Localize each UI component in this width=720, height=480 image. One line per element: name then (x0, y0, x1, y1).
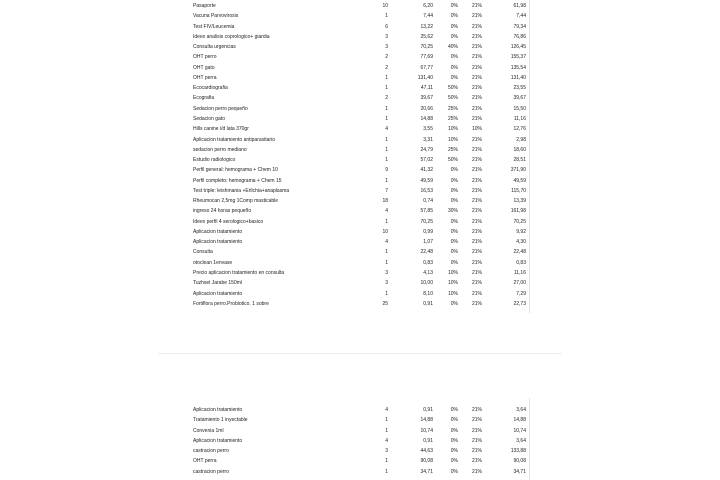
cell-total: 7,44 (516, 13, 526, 20)
cell-qty: 18 (382, 198, 388, 205)
cell-desc: Rheumocan 2,5mg 1Comp masticable (193, 198, 279, 205)
table-row (158, 42, 562, 52)
cell-desc: Tratamiento 1 inyectable (193, 417, 248, 424)
cell-price: 131,40 (417, 74, 433, 81)
cell-desc: Test FIV/Leucemia (193, 23, 235, 30)
cell-disc: 0% (450, 448, 458, 455)
cell-total: 161,98 (510, 208, 526, 215)
cell-total: 79,34 (513, 23, 526, 30)
cell-price: 10,00 (420, 280, 433, 287)
cell-price: 70,25 (420, 218, 433, 225)
cell-vat: 21% (471, 115, 482, 122)
cell-qty: 1 (385, 259, 388, 266)
cell-desc: ingreso 24 horas pequeño (193, 208, 252, 215)
cell-total: 126,45 (510, 44, 526, 51)
cell-vat: 21% (471, 249, 482, 256)
cell-disc: 0% (450, 427, 458, 434)
cell-vat: 21% (471, 157, 482, 164)
cell-qty: 1 (385, 249, 388, 256)
cell-desc: Aplicacion tratamiento antiparasitario (193, 136, 275, 143)
cell-qty: 1 (385, 74, 388, 81)
table-row (158, 22, 562, 32)
cell-desc: Consulta urgencias (193, 44, 236, 51)
cell-qty: 2 (385, 95, 388, 102)
cell-disc: 0% (450, 259, 458, 266)
cell-disc: 0% (450, 167, 458, 174)
cell-vat: 21% (471, 198, 482, 205)
cell-desc: OHT perra (193, 458, 217, 465)
cell-disc: 50% (447, 95, 458, 102)
cell-disc: 25% (447, 146, 458, 153)
cell-desc: Pasaporte (193, 3, 216, 9)
cell-total: 135,54 (510, 64, 526, 71)
cell-qty: 9 (385, 167, 388, 174)
cell-vat: 21% (471, 427, 482, 434)
cell-price: 25,62 (420, 33, 433, 40)
cell-total: 28,51 (513, 157, 526, 164)
cell-vat: 21% (471, 146, 482, 153)
cell-price: 0,91 (423, 407, 433, 413)
cell-disc: 25% (447, 115, 458, 122)
cell-desc: castracion perro (193, 468, 229, 475)
table-row (158, 52, 562, 62)
cell-total: 49,59 (513, 177, 526, 184)
cell-price: 22,48 (420, 249, 433, 256)
cell-vat: 21% (471, 300, 482, 307)
cell-price: 8,10 (423, 290, 433, 297)
cell-vat: 21% (471, 3, 482, 9)
cell-vat: 21% (471, 259, 482, 266)
cell-disc: 0% (450, 417, 458, 424)
cell-total: 3,64 (516, 407, 526, 413)
cell-desc: OHT gato (193, 64, 215, 71)
table-row (158, 217, 562, 227)
cell-desc: castracion perro (193, 448, 229, 455)
cell-total: 22,48 (513, 249, 526, 256)
cell-price: 16,53 (420, 187, 433, 194)
cell-total: 131,40 (510, 74, 526, 81)
cell-desc: Tuzhsel Jarabe 150ml (193, 280, 243, 287)
cell-vat: 21% (471, 270, 482, 277)
cell-price: 90,08 (420, 458, 433, 465)
cell-price: 1,07 (423, 239, 433, 246)
table-row (158, 196, 562, 206)
cell-price: 6,20 (423, 3, 433, 9)
cell-vat: 21% (471, 136, 482, 143)
table-row (158, 63, 562, 73)
cell-qty: 4 (385, 437, 388, 444)
cell-vat: 21% (471, 208, 482, 215)
cell-total: 18,60 (513, 146, 526, 153)
cell-qty: 6 (385, 23, 388, 30)
cell-desc: OHT perra (193, 74, 217, 81)
cell-price: 77,69 (420, 54, 433, 61)
cell-disc: 0% (450, 407, 458, 413)
cell-price: 0,99 (423, 228, 433, 235)
cell-desc: Convenia 1ml (193, 427, 224, 434)
cell-qty: 1 (385, 427, 388, 434)
cell-desc: Perfil completo: hemograma + Chem 15 (193, 177, 282, 184)
cell-price: 0,91 (423, 300, 433, 307)
table-row (158, 206, 562, 216)
cell-qty: 4 (385, 126, 388, 133)
cell-disc: 0% (450, 300, 458, 307)
cell-total: 22,73 (513, 300, 526, 307)
table-row (158, 11, 562, 21)
cell-qty: 1 (385, 13, 388, 20)
cell-disc: 0% (450, 13, 458, 20)
cell-total: 13,39 (513, 198, 526, 205)
cell-total: 27,00 (513, 280, 526, 287)
cell-qty: 10 (382, 228, 388, 235)
page-separator (158, 353, 562, 354)
cell-price: 14,88 (420, 417, 433, 424)
cell-total: 12,76 (513, 126, 526, 133)
cell-vat: 21% (471, 33, 482, 40)
table-row (158, 237, 562, 247)
cell-desc: Estudio radiologico (193, 157, 236, 164)
table-row (158, 456, 562, 466)
cell-qty: 3 (385, 270, 388, 277)
cell-vat: 21% (471, 105, 482, 112)
cell-qty: 3 (385, 280, 388, 287)
cell-qty: 1 (385, 105, 388, 112)
cell-total: 371,90 (510, 167, 526, 174)
cell-disc: 0% (450, 228, 458, 235)
cell-desc: sedacion perro mediano (193, 146, 247, 153)
cell-qty: 10 (382, 3, 388, 9)
cell-disc: 0% (450, 468, 458, 475)
cell-price: 0,83 (423, 259, 433, 266)
cell-vat: 21% (471, 437, 482, 444)
cell-qty: 2 (385, 54, 388, 61)
cell-qty: 3 (385, 44, 388, 51)
cell-price: 4,13 (423, 270, 433, 277)
cell-desc: Hills canine i/d lata 370gr (193, 126, 249, 133)
cell-price: 67,77 (420, 64, 433, 71)
table-row (158, 104, 562, 114)
table-row (158, 186, 562, 196)
cell-total: 39,67 (513, 95, 526, 102)
cell-price: 41,32 (420, 167, 433, 174)
cell-qty: 25 (382, 300, 388, 307)
cell-price: 10,74 (420, 427, 433, 434)
cell-qty: 1 (385, 218, 388, 225)
cell-total: 3,64 (516, 437, 526, 444)
cell-price: 57,02 (420, 157, 433, 164)
cell-desc: otoclean 1envase (193, 259, 233, 266)
cell-total: 0,83 (516, 259, 526, 266)
table-row (158, 176, 562, 186)
cell-disc: 0% (450, 249, 458, 256)
cell-qty: 4 (385, 407, 388, 413)
table-row (158, 467, 562, 477)
cell-desc: Test triple: leishmania +Erlichia+anaplasma (193, 187, 290, 194)
cell-price: 3,55 (423, 126, 433, 133)
cell-total: 34,71 (513, 468, 526, 475)
table-row (158, 93, 562, 103)
cell-price: 34,71 (420, 468, 433, 475)
table-row (158, 247, 562, 257)
table-row (158, 405, 562, 415)
table-row (158, 124, 562, 134)
cell-qty: 1 (385, 85, 388, 92)
cell-vat: 21% (471, 13, 482, 20)
cell-qty: 1 (385, 146, 388, 153)
cell-price: 49,59 (420, 177, 433, 184)
cell-price: 20,66 (420, 105, 433, 112)
cell-disc: 0% (450, 239, 458, 246)
cell-total: 70,25 (513, 218, 526, 225)
cell-total: 23,55 (513, 85, 526, 92)
cell-vat: 21% (471, 468, 482, 475)
cell-price: 3,31 (423, 136, 433, 143)
cell-qty: 1 (385, 177, 388, 184)
cell-total: 14,88 (513, 417, 526, 424)
cell-vat: 21% (471, 167, 482, 174)
cell-disc: 0% (450, 3, 458, 9)
cell-disc: 10% (447, 280, 458, 287)
cell-desc: Ecografia (193, 95, 215, 102)
table-row (158, 114, 562, 124)
cell-price: 0,74 (423, 198, 433, 205)
cell-vat: 21% (471, 44, 482, 51)
cell-desc: Aplicacion tratamiento (193, 228, 243, 235)
cell-disc: 0% (450, 23, 458, 30)
table-row (158, 227, 562, 237)
cell-total: 7,29 (516, 290, 526, 297)
cell-total: 10,74 (513, 427, 526, 434)
cell-disc: 10% (447, 290, 458, 297)
cell-disc: 0% (450, 74, 458, 81)
cell-price: 47,11 (420, 85, 433, 92)
cell-vat: 21% (471, 448, 482, 455)
cell-vat: 21% (471, 280, 482, 287)
cell-total: 155,37 (510, 54, 526, 61)
cell-disc: 0% (450, 198, 458, 205)
cell-disc: 10% (447, 126, 458, 133)
cell-vat: 10% (471, 126, 482, 133)
cell-desc: Aplicacion tratamiento (193, 239, 243, 246)
cell-vat: 21% (471, 458, 482, 465)
cell-vat: 21% (471, 23, 482, 30)
cell-total: 90,08 (513, 458, 526, 465)
cell-vat: 21% (471, 74, 482, 81)
cell-desc: Aplicacion tratamiento (193, 290, 243, 297)
table-row (158, 289, 562, 299)
cell-vat: 21% (471, 417, 482, 424)
cell-total: 2,98 (516, 136, 526, 143)
cell-disc: 0% (450, 437, 458, 444)
cell-disc: 0% (450, 177, 458, 184)
table-row (158, 258, 562, 268)
cell-price: 7,44 (423, 13, 433, 20)
cell-desc: Ideex perfil 4 serologico+basico (193, 218, 264, 225)
cell-vat: 21% (471, 187, 482, 194)
cell-desc: Ideex analisis coprologico+ giardia (193, 33, 270, 40)
cell-qty: 1 (385, 468, 388, 475)
cell-desc: Consulta (193, 249, 213, 256)
cell-desc: Precio aplicacion tratamiento en consulta (193, 270, 285, 277)
cell-total: 133,88 (510, 448, 526, 455)
cell-vat: 21% (471, 54, 482, 61)
cell-qty: 1 (385, 290, 388, 297)
cell-desc: Vacuna Parvovirosis (193, 13, 239, 20)
table-row (158, 155, 562, 165)
cell-desc: Sedacion gato (193, 115, 225, 122)
cell-total: 11,16 (513, 270, 526, 277)
table-row (158, 135, 562, 145)
invoice-page-2 (158, 398, 562, 480)
cell-price: 13,22 (420, 23, 433, 30)
table-row (158, 436, 562, 446)
cell-qty: 7 (385, 187, 388, 194)
table-row (158, 165, 562, 175)
cell-vat: 21% (471, 177, 482, 184)
cell-desc: OHT perro (193, 54, 217, 61)
cell-price: 24,79 (420, 146, 433, 153)
cell-price: 14,88 (420, 115, 433, 122)
cell-disc: 25% (447, 105, 458, 112)
table-row (158, 426, 562, 436)
cell-price: 0,91 (423, 437, 433, 444)
cell-disc: 50% (447, 157, 458, 164)
table-row (158, 299, 562, 309)
cell-price: 70,25 (420, 44, 433, 51)
cell-total: 115,70 (511, 187, 526, 194)
cell-disc: 0% (450, 187, 458, 194)
cell-vat: 21% (471, 218, 482, 225)
cell-desc: Perfil general: hemograma + Chem 10 (193, 167, 278, 174)
table-row (158, 278, 562, 288)
cell-total: 11,16 (513, 115, 526, 122)
table-row (158, 83, 562, 93)
cell-desc: Aplicacion tratamiento (193, 407, 243, 413)
cell-total: 9,92 (516, 228, 526, 235)
invoice-page-1 (158, 0, 562, 313)
cell-qty: 4 (385, 208, 388, 215)
cell-vat: 21% (471, 64, 482, 71)
cell-disc: 0% (450, 54, 458, 61)
cell-desc: Aplicacion tratamiento (193, 437, 243, 444)
cell-qty: 3 (385, 33, 388, 40)
table-row (158, 32, 562, 42)
cell-disc: 0% (450, 33, 458, 40)
cell-qty: 1 (385, 115, 388, 122)
cell-vat: 21% (471, 239, 482, 246)
cell-disc: 0% (450, 64, 458, 71)
cell-total: 15,50 (513, 105, 526, 112)
cell-qty: 4 (385, 239, 388, 246)
cell-desc: Sedacion perro pequeño (193, 105, 248, 112)
cell-disc: 40% (447, 44, 458, 51)
cell-qty: 2 (385, 64, 388, 71)
cell-desc: Ecocardiografia (193, 85, 228, 92)
cell-price: 39,67 (420, 95, 433, 102)
cell-vat: 21% (471, 228, 482, 235)
cell-qty: 1 (385, 417, 388, 424)
cell-total: 76,86 (513, 33, 526, 40)
cell-disc: 30% (447, 208, 458, 215)
cell-desc: Fortiflora perro.Probiotico. 1 sobre (193, 300, 269, 307)
table-row (158, 268, 562, 278)
cell-disc: 0% (450, 218, 458, 225)
cell-price: 57,85 (420, 208, 433, 215)
cell-qty: 1 (385, 458, 388, 465)
cell-vat: 21% (471, 290, 482, 297)
table-row (158, 415, 562, 425)
cell-disc: 10% (447, 270, 458, 277)
cell-disc: 50% (447, 85, 458, 92)
table-row (158, 446, 562, 456)
cell-total: 61,98 (513, 3, 526, 9)
cell-vat: 21% (471, 407, 482, 413)
cell-disc: 10% (447, 136, 458, 143)
cell-qty: 1 (385, 157, 388, 164)
cell-qty: 1 (385, 136, 388, 143)
cell-disc: 0% (450, 458, 458, 465)
cell-vat: 21% (471, 95, 482, 102)
cell-vat: 21% (471, 85, 482, 92)
table-row (158, 145, 562, 155)
table-row (158, 73, 562, 83)
table-row (158, 1, 562, 11)
cell-qty: 3 (385, 448, 388, 455)
cell-total: 4,30 (516, 239, 526, 246)
cell-price: 44,63 (420, 448, 433, 455)
